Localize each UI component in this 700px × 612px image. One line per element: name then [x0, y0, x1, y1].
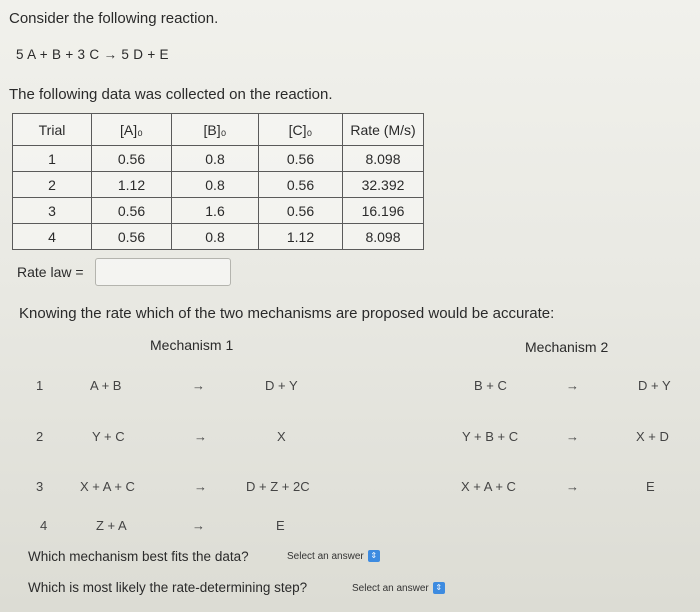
table-cell: 0.56	[92, 224, 172, 250]
m2-step-products: D + Y	[638, 378, 671, 393]
mechanism-1-heading: Mechanism 1	[150, 337, 234, 353]
m2-step-products: X + D	[636, 429, 669, 444]
best-mechanism-select[interactable]	[287, 550, 380, 562]
table-row	[13, 172, 424, 198]
m1-step-number: 1	[36, 378, 44, 393]
table-cell: 0.8	[172, 224, 259, 250]
arrow-icon: →	[566, 479, 579, 494]
arrow-icon: →	[566, 429, 579, 444]
header-a0: [A]₀	[92, 114, 172, 146]
rate-law-input[interactable]	[95, 258, 231, 286]
table-cell: 1.12	[259, 224, 343, 250]
m1-step-products: X	[277, 429, 286, 444]
table-cell: 1.6	[172, 198, 259, 224]
table-cell: 2	[13, 172, 92, 198]
m2-step-products: E	[646, 479, 655, 494]
m1-step-products: D + Y	[265, 378, 298, 393]
m2-step-reactants: B + C	[474, 378, 507, 393]
m1-step-number: 2	[36, 429, 44, 444]
header-b0: [B]₀	[172, 114, 259, 146]
table-cell: 32.392	[343, 172, 424, 198]
table-cell: 1	[13, 146, 92, 172]
rate-determining-step-select[interactable]	[352, 582, 445, 594]
table-cell: 0.56	[259, 198, 343, 224]
mechanism-question: Knowing the rate which of the two mechanisms are proposed would be accurate:	[19, 305, 555, 322]
rate-law-label: Rate law =	[17, 264, 84, 280]
table-cell: 16.196	[343, 198, 424, 224]
table-cell: 0.8	[172, 146, 259, 172]
table-header-row	[13, 114, 424, 146]
table-cell: 0.56	[92, 146, 172, 172]
table-row	[13, 146, 424, 172]
rate-determining-step-question: Which is most likely the rate-determining step?	[28, 580, 308, 595]
table-cell: 0.56	[92, 198, 172, 224]
data-heading: The following data was collected on the reaction.	[9, 86, 333, 103]
header-c0: [C]₀	[259, 114, 343, 146]
table-cell: 0.56	[259, 146, 343, 172]
reaction-equation: 5 A + B + 3 C → 5 D + E	[16, 47, 169, 62]
arrow-icon: →	[192, 378, 205, 393]
m1-step-reactants: Y + C	[92, 429, 125, 444]
arrow-icon: →	[194, 479, 207, 494]
m1-step-products: D + Z + 2C	[246, 479, 310, 494]
m2-step-reactants: X + A + C	[461, 479, 516, 494]
m1-step-reactants: Z + A	[96, 518, 127, 533]
header-rate: Rate (M/s)	[343, 114, 424, 146]
chevron-updown-icon[interactable]: ⇕	[368, 550, 380, 562]
table-cell: 4	[13, 224, 92, 250]
table-cell: 0.8	[172, 172, 259, 198]
table-cell: 8.098	[343, 224, 424, 250]
arrow-icon: →	[192, 518, 205, 533]
m1-step-products: E	[276, 518, 285, 533]
select-placeholder: Select an answer	[352, 582, 429, 594]
table-cell: 8.098	[343, 146, 424, 172]
m1-step-number: 4	[40, 518, 48, 533]
problem-title: Consider the following reaction.	[9, 10, 219, 27]
table-cell: 3	[13, 198, 92, 224]
table-cell: 1.12	[92, 172, 172, 198]
table-cell: 0.56	[259, 172, 343, 198]
chevron-updown-icon[interactable]: ⇕	[433, 582, 445, 594]
m1-step-number: 3	[36, 479, 44, 494]
m1-step-reactants: A + B	[90, 378, 122, 393]
header-trial: Trial	[13, 114, 92, 146]
rate-data-table	[12, 113, 424, 250]
select-placeholder: Select an answer	[287, 550, 364, 562]
table-row	[13, 224, 424, 250]
m1-step-reactants: X + A + C	[80, 479, 135, 494]
arrow-icon: →	[194, 429, 207, 444]
best-mechanism-question: Which mechanism best fits the data?	[28, 549, 249, 564]
m2-step-reactants: Y + B + C	[462, 429, 519, 444]
arrow-icon: →	[566, 378, 579, 393]
table-row	[13, 198, 424, 224]
mechanism-2-heading: Mechanism 2	[525, 339, 609, 355]
